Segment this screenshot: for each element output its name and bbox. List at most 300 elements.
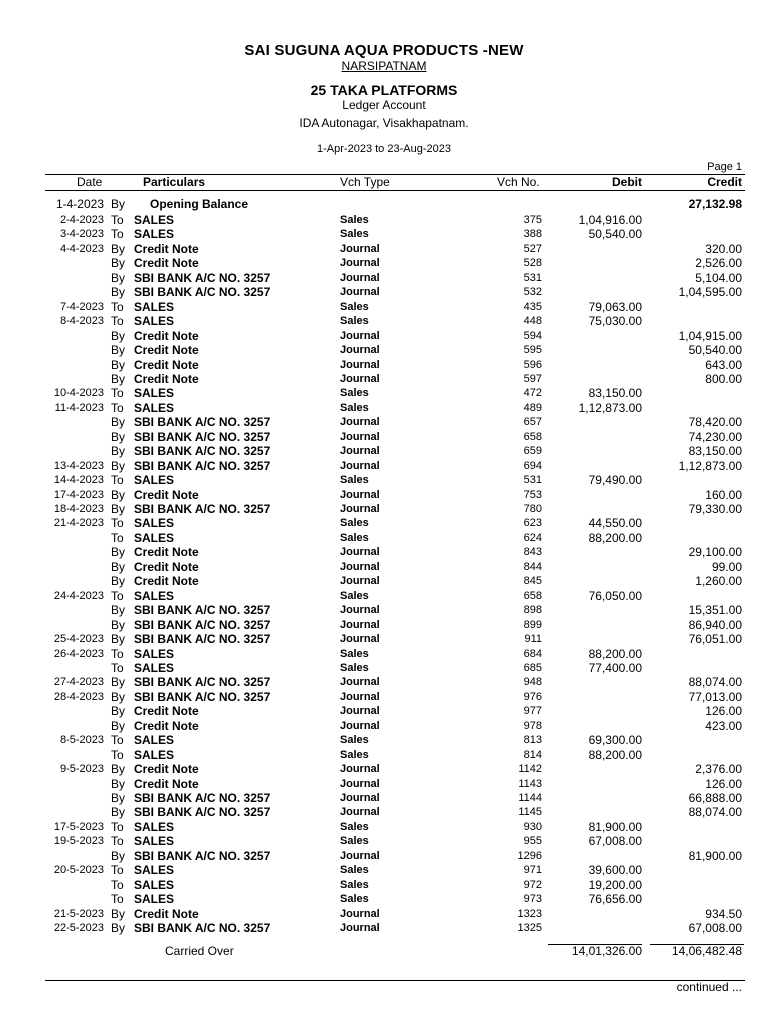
entry-particulars: SBI BANK A/C NO. 3257 bbox=[134, 848, 271, 863]
entry-particulars: SBI BANK A/C NO. 3257 bbox=[134, 791, 271, 805]
entry-credit: 1,12,873.00 bbox=[678, 458, 742, 473]
entry-vch-type: Sales bbox=[340, 893, 369, 906]
entry-vch-no: 596 bbox=[523, 358, 542, 371]
entry-vch-no: 684 bbox=[523, 647, 542, 660]
entry-credit: 77,013.00 bbox=[688, 689, 742, 704]
entry-vch-type: Journal bbox=[340, 445, 380, 458]
entry-credit: 5,104.00 bbox=[695, 270, 742, 285]
entry-particulars: SALES bbox=[134, 213, 175, 227]
entry-debit: 50,540.00 bbox=[588, 227, 642, 242]
entry-vch-type: Sales bbox=[340, 228, 369, 241]
table-row bbox=[0, 473, 768, 487]
entry-credit: 1,260.00 bbox=[695, 574, 742, 589]
entry-vch-type: Journal bbox=[340, 719, 380, 732]
entry-dir: To bbox=[111, 747, 124, 762]
entry-vch-no: 1325 bbox=[517, 922, 542, 935]
entry-vch-type: Journal bbox=[340, 604, 380, 617]
entry-date: 26-4-2023 bbox=[53, 647, 104, 660]
table-row bbox=[0, 329, 768, 343]
entry-dir: To bbox=[111, 400, 124, 415]
entry-dir: By bbox=[111, 343, 126, 358]
entry-vch-type: Journal bbox=[340, 344, 380, 357]
page-number: Page 1 bbox=[707, 161, 742, 173]
entry-credit: 67,008.00 bbox=[688, 921, 742, 936]
entry-vch-type: Journal bbox=[340, 358, 380, 371]
table-row bbox=[0, 647, 768, 661]
table-row bbox=[0, 690, 768, 704]
entry-dir: To bbox=[111, 530, 124, 545]
entry-credit: 76,051.00 bbox=[688, 632, 742, 647]
entry-credit: 15,351.00 bbox=[688, 603, 742, 618]
entry-debit: 39,600.00 bbox=[588, 863, 642, 878]
entry-date: 4-4-2023 bbox=[59, 242, 104, 255]
entry-dir: By bbox=[111, 574, 126, 589]
ledger-address: IDA Autonagar, Visakhapatnam. bbox=[299, 116, 469, 130]
entry-dir: By bbox=[111, 848, 126, 863]
entry-vch-no: 659 bbox=[523, 445, 542, 458]
entry-date: 27-4-2023 bbox=[53, 676, 104, 689]
entry-date: 18-4-2023 bbox=[53, 503, 104, 515]
entry-dir: By bbox=[111, 328, 126, 343]
entry-dir: To bbox=[111, 314, 124, 329]
table-row bbox=[0, 791, 768, 805]
entry-dir: To bbox=[111, 877, 124, 892]
entry-particulars: Credit Note bbox=[134, 371, 199, 386]
entry-debit: 19,200.00 bbox=[588, 877, 642, 892]
entry-particulars: SBI BANK A/C NO. 3257 bbox=[134, 429, 271, 444]
entry-dir: By bbox=[111, 632, 126, 647]
entry-vch-no: 753 bbox=[523, 488, 542, 501]
entry-vch-type: Journal bbox=[340, 503, 380, 515]
entry-dir: By bbox=[111, 429, 126, 444]
entry-date: 22-5-2023 bbox=[53, 922, 104, 935]
entry-dir: By bbox=[111, 791, 126, 805]
entry-particulars: Credit Note bbox=[134, 343, 199, 358]
entry-particulars: SBI BANK A/C NO. 3257 bbox=[134, 603, 271, 618]
entry-dir: By bbox=[111, 675, 126, 690]
col-header-debit: Debit bbox=[612, 175, 642, 189]
entry-particulars: SALES bbox=[134, 400, 175, 415]
table-row bbox=[0, 459, 768, 473]
entry-dir: By bbox=[111, 921, 126, 936]
entry-credit: 29,100.00 bbox=[688, 545, 742, 560]
col-header-vch-no: Vch No. bbox=[497, 175, 540, 189]
entry-date: 21-4-2023 bbox=[53, 517, 104, 530]
entry-vch-no: 594 bbox=[523, 329, 542, 342]
entry-credit: 74,230.00 bbox=[688, 429, 742, 444]
entry-vch-no: 375 bbox=[523, 214, 542, 226]
table-row bbox=[0, 675, 768, 689]
entry-particulars: Credit Note bbox=[134, 328, 199, 343]
entry-particulars: Credit Note bbox=[134, 762, 199, 777]
entry-vch-type: Journal bbox=[340, 329, 380, 342]
entry-dir: By bbox=[111, 689, 126, 704]
table-row bbox=[0, 805, 768, 819]
entry-dir: By bbox=[111, 762, 126, 777]
entry-vch-no: 623 bbox=[523, 517, 542, 530]
entry-vch-type: Journal bbox=[340, 806, 380, 819]
table-row bbox=[0, 748, 768, 762]
entry-vch-no: 973 bbox=[523, 893, 542, 906]
entry-particulars: SALES bbox=[134, 863, 175, 878]
entry-particulars: Credit Note bbox=[134, 559, 199, 574]
entry-vch-type: Journal bbox=[340, 242, 380, 255]
entry-vch-no: 930 bbox=[523, 820, 542, 833]
entry-vch-no: 898 bbox=[523, 604, 542, 617]
entry-credit: 81,900.00 bbox=[688, 848, 742, 863]
entry-date: 20-5-2023 bbox=[53, 864, 104, 877]
opening-dir: By bbox=[111, 197, 126, 211]
report-period: 1-Apr-2023 to 23-Aug-2023 bbox=[317, 143, 451, 155]
entry-debit: 79,063.00 bbox=[588, 299, 642, 314]
entry-vch-no: 597 bbox=[523, 372, 542, 385]
entry-date: 28-4-2023 bbox=[53, 690, 104, 703]
table-row bbox=[0, 386, 768, 400]
entry-particulars: SBI BANK A/C NO. 3257 bbox=[134, 689, 271, 704]
entry-particulars: SALES bbox=[134, 819, 175, 834]
entry-date: 8-5-2023 bbox=[59, 734, 104, 747]
entry-credit: 88,074.00 bbox=[688, 805, 742, 820]
entry-credit: 2,376.00 bbox=[695, 762, 742, 777]
entry-vch-type: Journal bbox=[340, 416, 380, 429]
entry-dir: By bbox=[111, 371, 126, 386]
entry-vch-no: 899 bbox=[523, 618, 542, 631]
entry-vch-no: 1143 bbox=[518, 777, 542, 790]
entry-particulars: SALES bbox=[134, 516, 175, 531]
entry-credit: 78,420.00 bbox=[688, 415, 742, 430]
entry-vch-no: 388 bbox=[523, 228, 542, 241]
table-row bbox=[0, 545, 768, 559]
entry-particulars: SBI BANK A/C NO. 3257 bbox=[134, 285, 271, 300]
table-row bbox=[0, 502, 768, 516]
entry-vch-type: Journal bbox=[340, 690, 380, 703]
table-row bbox=[0, 314, 768, 328]
entry-vch-type: Sales bbox=[340, 300, 369, 313]
entry-vch-type: Journal bbox=[340, 488, 380, 501]
entry-particulars: SALES bbox=[134, 299, 175, 314]
table-row bbox=[0, 430, 768, 444]
entry-particulars: SALES bbox=[134, 386, 175, 401]
entry-vch-no: 948 bbox=[523, 676, 542, 689]
entry-credit: 86,940.00 bbox=[688, 617, 742, 632]
entry-vch-type: Journal bbox=[340, 907, 380, 920]
entry-particulars: SBI BANK A/C NO. 3257 bbox=[134, 502, 271, 516]
entry-vch-no: 976 bbox=[523, 690, 542, 703]
entry-dir: To bbox=[111, 213, 124, 227]
col-header-date: Date bbox=[77, 175, 103, 189]
entry-dir: To bbox=[111, 819, 124, 834]
entry-vch-no: 780 bbox=[523, 503, 542, 515]
table-row bbox=[0, 516, 768, 530]
entry-dir: To bbox=[111, 834, 124, 849]
entry-particulars: Credit Note bbox=[134, 718, 199, 733]
entry-credit: 126.00 bbox=[705, 704, 742, 719]
entry-dir: To bbox=[111, 516, 124, 531]
entry-vch-no: 814 bbox=[523, 748, 542, 761]
entry-vch-type: Journal bbox=[340, 271, 380, 284]
entry-particulars: SALES bbox=[134, 314, 175, 329]
entry-debit: 81,900.00 bbox=[588, 819, 642, 834]
entry-date: 3-4-2023 bbox=[59, 228, 104, 241]
table-row bbox=[0, 762, 768, 776]
entry-dir: By bbox=[111, 906, 126, 921]
entry-vch-type: Journal bbox=[340, 633, 380, 646]
entry-vch-type: Sales bbox=[340, 661, 369, 674]
entry-dir: To bbox=[111, 660, 124, 675]
entry-vch-type: Sales bbox=[340, 734, 369, 747]
entry-vch-type: Sales bbox=[340, 401, 369, 414]
entry-particulars: Credit Note bbox=[134, 256, 199, 271]
table-row bbox=[0, 300, 768, 314]
entry-vch-no: 971 bbox=[523, 864, 542, 877]
entry-vch-type: Journal bbox=[340, 922, 380, 935]
entry-vch-type: Sales bbox=[340, 864, 369, 877]
entry-particulars: SALES bbox=[134, 588, 175, 603]
entry-dir: To bbox=[111, 386, 124, 401]
entry-dir: By bbox=[111, 704, 126, 719]
entry-debit: 76,656.00 bbox=[588, 892, 642, 907]
entry-debit: 76,050.00 bbox=[588, 588, 642, 603]
entry-vch-no: 1145 bbox=[518, 806, 542, 819]
entry-vch-no: 694 bbox=[523, 459, 542, 472]
table-row bbox=[0, 618, 768, 632]
entry-dir: To bbox=[111, 646, 124, 661]
entry-vch-type: Journal bbox=[340, 546, 380, 559]
entry-particulars: SALES bbox=[134, 473, 175, 488]
entry-particulars: Credit Note bbox=[134, 241, 199, 256]
entry-vch-type: Sales bbox=[340, 517, 369, 530]
entry-vch-type: Journal bbox=[340, 430, 380, 443]
entry-date: 24-4-2023 bbox=[53, 589, 104, 602]
entry-credit: 934.50 bbox=[705, 906, 742, 921]
entry-particulars: SBI BANK A/C NO. 3257 bbox=[134, 458, 271, 473]
entry-debit: 79,490.00 bbox=[588, 473, 642, 488]
table-row bbox=[0, 863, 768, 877]
entry-particulars: SALES bbox=[134, 227, 175, 242]
table-row bbox=[0, 704, 768, 718]
entry-particulars: SBI BANK A/C NO. 3257 bbox=[134, 805, 271, 820]
opening-credit: 27,132.98 bbox=[688, 197, 742, 211]
opening-date: 1-4-2023 bbox=[55, 197, 104, 211]
entry-dir: By bbox=[111, 805, 126, 820]
entry-vch-no: 624 bbox=[523, 531, 542, 544]
table-row bbox=[0, 661, 768, 675]
entry-date: 17-4-2023 bbox=[53, 488, 104, 501]
entry-vch-no: 813 bbox=[523, 734, 542, 747]
entry-vch-no: 448 bbox=[523, 315, 542, 328]
entry-dir: To bbox=[111, 299, 124, 314]
table-row bbox=[0, 834, 768, 848]
entry-vch-type: Journal bbox=[340, 705, 380, 718]
entry-credit: 50,540.00 bbox=[688, 343, 742, 358]
col-header-credit: Credit bbox=[707, 175, 742, 189]
table-row bbox=[0, 878, 768, 892]
ledger-name: 25 TAKA PLATFORMS bbox=[310, 82, 458, 98]
entry-vch-type: Sales bbox=[340, 835, 369, 848]
entry-dir: By bbox=[111, 357, 126, 372]
credit-total: 14,06,482.48 bbox=[671, 944, 742, 958]
entry-dir: By bbox=[111, 487, 126, 502]
entry-vch-no: 531 bbox=[523, 474, 542, 487]
entry-dir: By bbox=[111, 241, 126, 256]
table-row bbox=[0, 358, 768, 372]
entry-vch-no: 955 bbox=[523, 835, 542, 848]
entry-particulars: Credit Note bbox=[134, 906, 199, 921]
entry-vch-no: 489 bbox=[523, 401, 542, 414]
entry-vch-type: Sales bbox=[340, 878, 369, 891]
entry-credit: 320.00 bbox=[705, 241, 742, 256]
entry-credit: 99.00 bbox=[711, 559, 742, 574]
table-row bbox=[0, 907, 768, 921]
entry-vch-no: 845 bbox=[523, 575, 542, 588]
entry-date: 19-5-2023 bbox=[53, 835, 104, 848]
entry-vch-no: 843 bbox=[523, 546, 542, 559]
table-row bbox=[0, 213, 768, 227]
entry-debit: 1,12,873.00 bbox=[578, 400, 642, 415]
entry-credit: 83,150.00 bbox=[688, 444, 742, 459]
table-row bbox=[0, 820, 768, 834]
table-row bbox=[0, 488, 768, 502]
entry-dir: By bbox=[111, 559, 126, 574]
entry-vch-type: Journal bbox=[340, 777, 380, 790]
entry-vch-no: 972 bbox=[523, 878, 542, 891]
table-row bbox=[0, 733, 768, 747]
entry-vch-type: Sales bbox=[340, 647, 369, 660]
table-row bbox=[0, 372, 768, 386]
entry-dir: By bbox=[111, 285, 126, 300]
entry-date: 13-4-2023 bbox=[53, 459, 104, 472]
entry-particulars: SALES bbox=[134, 660, 175, 675]
opening-particulars: Opening Balance bbox=[150, 197, 249, 211]
entry-debit: 75,030.00 bbox=[588, 314, 642, 329]
entry-date: 17-5-2023 bbox=[53, 820, 104, 833]
entry-particulars: SALES bbox=[134, 834, 175, 849]
entry-vch-no: 1142 bbox=[518, 763, 542, 776]
entry-particulars: SALES bbox=[134, 892, 175, 907]
entry-credit: 88,074.00 bbox=[688, 675, 742, 690]
entry-vch-type: Sales bbox=[340, 474, 369, 487]
entry-credit: 160.00 bbox=[705, 487, 742, 502]
entry-dir: To bbox=[111, 473, 124, 488]
entry-particulars: SALES bbox=[134, 530, 175, 545]
ledger-type: Ledger Account bbox=[342, 98, 426, 112]
entry-vch-type: Journal bbox=[340, 575, 380, 588]
entry-vch-type: Journal bbox=[340, 676, 380, 689]
opening-balance-row bbox=[0, 197, 768, 211]
footer-rule bbox=[45, 980, 745, 981]
company-name: SAI SUGUNA AQUA PRODUCTS -NEW bbox=[244, 42, 524, 59]
entry-particulars: SALES bbox=[134, 747, 175, 762]
entry-dir: To bbox=[111, 863, 124, 878]
entry-particulars: Credit Note bbox=[134, 487, 199, 502]
table-row bbox=[0, 444, 768, 458]
entry-dir: By bbox=[111, 270, 126, 285]
entry-vch-type: Journal bbox=[340, 286, 380, 299]
company-address bbox=[0, 59, 768, 73]
entry-dir: To bbox=[111, 733, 124, 748]
table-row bbox=[0, 849, 768, 863]
entry-debit: 88,200.00 bbox=[588, 747, 642, 762]
header-bottom-rule bbox=[45, 190, 745, 191]
entry-date: 25-4-2023 bbox=[53, 633, 104, 646]
entry-particulars: SBI BANK A/C NO. 3257 bbox=[134, 444, 271, 459]
entry-vch-no: 528 bbox=[523, 257, 542, 270]
entry-dir: To bbox=[111, 892, 124, 907]
entry-vch-no: 1296 bbox=[517, 849, 542, 862]
entry-date: 14-4-2023 bbox=[53, 474, 104, 487]
entry-vch-type: Sales bbox=[340, 589, 369, 602]
entry-vch-type: Sales bbox=[340, 214, 369, 226]
entry-vch-type: Sales bbox=[340, 748, 369, 761]
entry-vch-no: 658 bbox=[523, 589, 542, 602]
entry-debit: 67,008.00 bbox=[588, 834, 642, 849]
entry-date: 7-4-2023 bbox=[59, 300, 104, 313]
table-row bbox=[0, 574, 768, 588]
table-row bbox=[0, 242, 768, 256]
entry-vch-type: Journal bbox=[340, 560, 380, 573]
entry-vch-type: Journal bbox=[340, 618, 380, 631]
entry-dir: By bbox=[111, 776, 126, 791]
entry-debit: 88,200.00 bbox=[588, 646, 642, 661]
entry-particulars: Credit Note bbox=[134, 704, 199, 719]
entry-dir: By bbox=[111, 545, 126, 560]
entry-particulars: Credit Note bbox=[134, 574, 199, 589]
entry-dir: By bbox=[111, 444, 126, 459]
entry-vch-no: 844 bbox=[523, 560, 542, 573]
entry-date: 9-5-2023 bbox=[59, 763, 104, 776]
entry-dir: By bbox=[111, 603, 126, 618]
carried-over-label: Carried Over bbox=[165, 944, 234, 958]
entry-particulars: SBI BANK A/C NO. 3257 bbox=[134, 921, 271, 936]
table-row bbox=[0, 892, 768, 906]
entry-vch-no: 595 bbox=[523, 344, 542, 357]
entry-dir: By bbox=[111, 502, 126, 516]
entry-vch-type: Journal bbox=[340, 763, 380, 776]
table-row bbox=[0, 603, 768, 617]
table-row bbox=[0, 719, 768, 733]
table-row bbox=[0, 285, 768, 299]
entry-particulars: SALES bbox=[134, 733, 175, 748]
entry-date: 8-4-2023 bbox=[59, 315, 104, 328]
table-row bbox=[0, 271, 768, 285]
entry-credit: 423.00 bbox=[705, 718, 742, 733]
debit-total: 14,01,326.00 bbox=[571, 944, 642, 958]
entry-date: 21-5-2023 bbox=[53, 907, 104, 920]
address-line-1: NARSIPATNAM bbox=[341, 59, 427, 73]
entry-particulars: SALES bbox=[134, 646, 175, 661]
table-row bbox=[0, 632, 768, 646]
entry-particulars: SBI BANK A/C NO. 3257 bbox=[134, 675, 271, 690]
entry-debit: 69,300.00 bbox=[588, 733, 642, 748]
entry-credit: 79,330.00 bbox=[688, 502, 742, 516]
entry-dir: By bbox=[111, 617, 126, 632]
entry-particulars: Credit Note bbox=[134, 545, 199, 560]
continued-label: continued ... bbox=[676, 980, 742, 994]
entry-debit: 1,04,916.00 bbox=[578, 213, 642, 227]
table-row bbox=[0, 560, 768, 574]
table-row bbox=[0, 401, 768, 415]
table-row bbox=[0, 415, 768, 429]
entry-debit: 88,200.00 bbox=[588, 530, 642, 545]
entry-vch-no: 531 bbox=[523, 271, 542, 284]
table-row bbox=[0, 256, 768, 270]
entry-vch-type: Sales bbox=[340, 315, 369, 328]
entry-date: 11-4-2023 bbox=[54, 401, 104, 414]
entry-date: 2-4-2023 bbox=[59, 214, 104, 226]
table-row bbox=[0, 777, 768, 791]
col-header-vch-type: Vch Type bbox=[340, 175, 390, 189]
entry-vch-no: 1323 bbox=[517, 907, 542, 920]
